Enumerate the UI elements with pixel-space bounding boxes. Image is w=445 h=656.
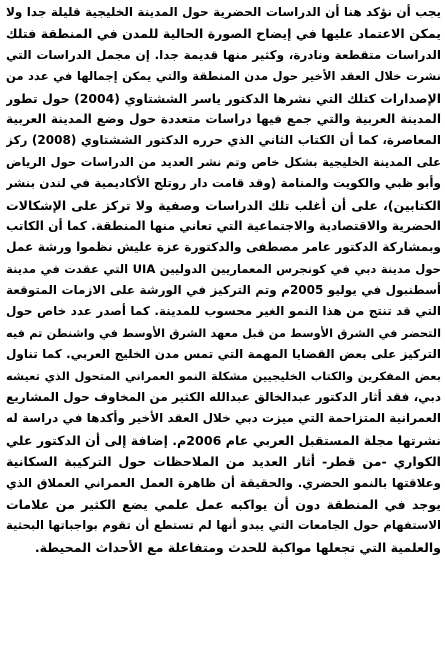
paragraph-line: يجب أن نؤكد هنا أن الدراسات الحضرية حول المدينة الخليجية قليلة جدا ولا bbox=[6, 5, 441, 19]
paragraph-line: والعلمية التي تجعلها مواكبة للحدث ومتفاعلة مع الأحداث المحيطة. bbox=[34, 539, 441, 555]
paragraph-line: نشرتها مجلة المستقبل العربي عام 2006م. إضافة إلى أن الدكتور علي bbox=[6, 432, 441, 448]
arabic-paragraph bbox=[6, 2, 441, 558]
paragraph-line: الإصدارات كتلك التي نشرها الدكتور ياسر الششتاوي (2004) حول تطور bbox=[6, 90, 441, 106]
paragraph-line: المدينة العربية والتي جمع فيها دراسات متعددة حول وضع المدينة العربية bbox=[6, 111, 441, 126]
paragraph-line: وعلاقتها بالنمو الحضري. والحقيقة أن ظاهرة العمل العمراني العملاق الذي bbox=[6, 475, 441, 490]
paragraph-line: الاستفهام حول الجامعات التي يبدو أنها لم تستطع أن تقوم بواجباتها البحثية bbox=[6, 518, 441, 533]
paragraph-line: دبي، فقد أثار الدكتور عبدالخالق عبدالله الكثير من المخاوف حول المشاريع bbox=[6, 390, 441, 405]
paragraph-line: التي قد تنتج من هذا النمو الغير محسوب للمدينة. كما أصدر عدد خاص حول bbox=[6, 304, 441, 319]
paragraph-line: الدراسات متقطعة ونادرة، وكثير منها قديمة جدا. إن مجمل الدراسات التي bbox=[6, 47, 441, 62]
paragraph-line: يمكن الاعتماد عليها في إيضاح الصورة الحالية للمدن في المنطقة فتلك bbox=[6, 26, 441, 42]
paragraph-line: الكتابين)، على أن أغلب تلك الدراسات وصفية ولا تركز على الإشكالات bbox=[6, 197, 441, 213]
paragraph-line: يوجد في المنطقة دون أن يواكبه عمل علمي يضع الكثير من علامات bbox=[6, 496, 441, 512]
paragraph-line: أسطنبول في يوليو 2005م وتم التركيز في الورشة على الازمات المتوقعة bbox=[6, 283, 441, 298]
paragraph-line: التركيز على بعض القضايا المهمة التي تمس مدن الخليج العربي. كما تناول bbox=[6, 347, 441, 362]
paragraph-line: وبمشاركة الدكتور عامر مصطفى والدكتورة عزة عليش نظموا ورشة عمل bbox=[6, 240, 441, 255]
paragraph-line: حول مدينة دبي في كونجرس المعماريين الدوليين UIA التي عقدت في مدينة bbox=[6, 261, 441, 276]
paragraph-line: الكواري -من قطر- أثار العديد من الملاحظات حول التركيبة السكانية bbox=[6, 454, 441, 470]
paragraph-line: المعاصرة، كما أن الكتاب الثاني الذي حرره الدكتور الششتاوي (2008) ركز bbox=[6, 133, 441, 148]
paragraph-line: العمرانية المتزاحمة التي ميزت دبي خلال العقد الأخير وأكدها في دراسة له bbox=[6, 411, 441, 426]
paragraph-line: نشرت خلال العقد الأخير حول مدن المنطقة والتي يمكن إجمالها في عدد من bbox=[6, 69, 441, 84]
paragraph-line: التحضر في الشرق الأوسط من قبل معهد الشرق الأوسط في واشنطن تم فيه bbox=[6, 325, 441, 340]
paragraph-line: وأبو ظبي والكويت والمنامة (وقد قامت دار روتلج الأكاديمية في لندن بنشر bbox=[6, 176, 441, 191]
paragraph-line: على المدينة الخليجية بشكل خاص وتم نشر العديد من الدراسات حول الرياض bbox=[6, 154, 441, 169]
paragraph-line: بعض المفكرين والكتاب الخليجيين مشكلة النمو العمراني المتحول الذي تعيشه bbox=[6, 368, 441, 383]
paragraph-line: الحضرية والاقتصادية والاجتماعية التي تعاني منها المنطقة. كما أن الكاتب bbox=[6, 218, 441, 233]
